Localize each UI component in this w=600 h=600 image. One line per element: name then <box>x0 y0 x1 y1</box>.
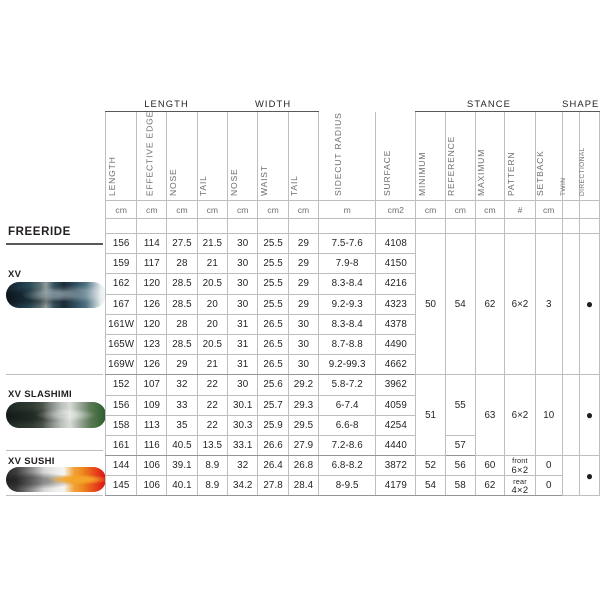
cell-nose-width: 32 <box>228 456 258 476</box>
col-header-nose-length: NOSE <box>167 112 197 201</box>
cell-stance-maximum: 62 <box>475 234 504 375</box>
cell-tail-width: 29 <box>288 254 318 274</box>
cell-shape-directional: ● <box>580 234 600 375</box>
cell-surface: 4378 <box>376 314 416 334</box>
table-row <box>106 476 600 496</box>
cell-shape-directional: ● <box>580 456 600 496</box>
cell-length: 165W <box>106 334 137 354</box>
cell-setback: 3 <box>535 234 562 375</box>
cell-nose-length: 39.1 <box>167 456 197 476</box>
cell-tail-length: 8.9 <box>197 456 227 476</box>
cell-length: 169W <box>106 355 137 375</box>
cell-tail-width: 30 <box>288 334 318 354</box>
cell-effective-edge: 126 <box>137 355 167 375</box>
board-image-xv-slashimi <box>6 402 106 428</box>
cell-effective-edge: 123 <box>137 334 167 354</box>
table-column-header-row <box>106 112 600 201</box>
col-header-directional: DIRECTIONAL <box>580 112 600 201</box>
cell-nose-width: 30 <box>228 234 258 254</box>
cell-sidecut-radius: 7.9-8 <box>319 254 376 274</box>
cell-nose-length: 35 <box>167 415 197 435</box>
cell-surface: 4108 <box>376 234 416 254</box>
cell-stance-pattern <box>505 476 536 496</box>
cell-surface: 4323 <box>376 294 416 314</box>
unit-twin <box>562 201 580 219</box>
cell-nose-width: 31 <box>228 314 258 334</box>
unit-waist-width: cm <box>258 201 288 219</box>
cell-length: 158 <box>106 415 137 435</box>
cell-waist-width: 26.5 <box>258 355 288 375</box>
unit-tail-width: cm <box>288 201 318 219</box>
cell-waist-width: 25.7 <box>258 395 288 415</box>
table-spacer-row <box>106 219 600 234</box>
cell-surface: 3872 <box>376 456 416 476</box>
table-row <box>106 456 600 476</box>
cell-stance-reference: 56 <box>445 456 475 476</box>
cell-sidecut-radius: 8-9.5 <box>319 476 376 496</box>
cell-tail-width: 29 <box>288 294 318 314</box>
group-divider-3 <box>6 495 103 496</box>
unit-sidecut-radius: m <box>319 201 376 219</box>
table-units-row <box>106 201 600 219</box>
cell-nose-width: 30.3 <box>228 415 258 435</box>
cell-tail-width: 29 <box>288 274 318 294</box>
unit-tail-length: cm <box>197 201 227 219</box>
cell-shape-twin <box>562 375 580 456</box>
cell-nose-width: 33.1 <box>228 435 258 455</box>
cell-length: 161W <box>106 314 137 334</box>
cell-tail-width: 29.3 <box>288 395 318 415</box>
cell-effective-edge: 117 <box>137 254 167 274</box>
table-row <box>106 375 600 395</box>
cell-waist-width: 25.6 <box>258 375 288 395</box>
board-image-xv-sushi <box>6 467 106 492</box>
cell-sidecut-radius: 8.3-8.4 <box>319 314 376 334</box>
cell-sidecut-radius: 6-7.4 <box>319 395 376 415</box>
cell-length: 167 <box>106 294 137 314</box>
cell-tail-length: 20 <box>197 294 227 314</box>
cell-surface: 4179 <box>376 476 416 496</box>
cell-nose-length: 27.5 <box>167 234 197 254</box>
cell-stance-pattern: 6×2 <box>505 234 536 375</box>
cell-surface: 4662 <box>376 355 416 375</box>
cell-stance-pattern <box>505 456 536 476</box>
cell-nose-width: 34.2 <box>228 476 258 496</box>
col-header-effective-edge: EFFECTIVE EDGE <box>137 112 167 201</box>
model-name-xv: XV <box>8 269 22 280</box>
col-header-stance-minimum: MINIMUM <box>416 112 445 201</box>
cell-sidecut-radius: 6.6-8 <box>319 415 376 435</box>
cell-nose-width: 31 <box>228 334 258 354</box>
col-header-stance-pattern: PATTERN <box>505 112 536 201</box>
cell-length: 145 <box>106 476 137 496</box>
pattern-value-rear: 4×2 <box>511 483 529 495</box>
cell-stance-pattern: 6×2 <box>505 375 536 456</box>
cell-stance-minimum: 51 <box>416 375 445 456</box>
col-header-stance-maximum: MAXIMUM <box>475 112 504 201</box>
group-header-stance: STANCE <box>416 95 562 112</box>
cell-nose-length: 32 <box>167 375 197 395</box>
col-header-length: LENGTH <box>106 112 137 201</box>
cell-sidecut-radius: 5.8-7.2 <box>319 375 376 395</box>
col-header-waist-width: WAIST <box>258 112 288 201</box>
cell-length: 162 <box>106 274 137 294</box>
cell-waist-width: 26.5 <box>258 314 288 334</box>
board-image-xv <box>6 282 106 308</box>
cell-tail-length: 21 <box>197 254 227 274</box>
cell-tail-length: 13.5 <box>197 435 227 455</box>
cell-length: 161 <box>106 435 137 455</box>
cell-nose-width: 31 <box>228 355 258 375</box>
cell-nose-length: 40.5 <box>167 435 197 455</box>
cell-surface: 4059 <box>376 395 416 415</box>
cell-stance-maximum: 62 <box>475 476 504 496</box>
cell-surface: 4254 <box>376 415 416 435</box>
col-header-nose-width: NOSE <box>228 112 258 201</box>
cell-surface: 4490 <box>376 334 416 354</box>
cell-sidecut-radius: 9.2-99.3 <box>319 355 376 375</box>
cell-length: 156 <box>106 234 137 254</box>
pattern-value-front: 6×2 <box>511 463 529 475</box>
cell-surface: 4216 <box>376 274 416 294</box>
group-header-width: WIDTH <box>228 95 319 112</box>
cell-tail-width: 28.4 <box>288 476 318 496</box>
cell-tail-length: 22 <box>197 395 227 415</box>
col-header-tail-width: TAIL <box>288 112 318 201</box>
unit-directional <box>580 201 600 219</box>
cell-effective-edge: 126 <box>137 294 167 314</box>
col-header-sidecut-radius: SIDECUT RADIUS <box>319 112 376 201</box>
unit-stance-pattern: # <box>505 201 536 219</box>
cell-effective-edge: 107 <box>137 375 167 395</box>
col-header-stance-reference: REFERENCE <box>445 112 475 201</box>
cell-stance-reference-last: 57 <box>445 435 475 455</box>
cell-nose-width: 30 <box>228 274 258 294</box>
category-heading: FREERIDE <box>8 226 71 238</box>
cell-tail-length: 20.5 <box>197 334 227 354</box>
cell-stance-minimum: 50 <box>416 234 445 375</box>
cell-sidecut-radius: 7.5-7.6 <box>319 234 376 254</box>
cell-tail-length: 20 <box>197 314 227 334</box>
cell-waist-width: 25.9 <box>258 415 288 435</box>
cell-tail-width: 27.9 <box>288 435 318 455</box>
group-divider-2 <box>6 450 103 451</box>
specifications-table <box>105 95 600 496</box>
cell-tail-length: 8.9 <box>197 476 227 496</box>
unit-stance-minimum: cm <box>416 201 445 219</box>
cell-waist-width: 26.4 <box>258 456 288 476</box>
cell-sidecut-radius: 7.2-8.6 <box>319 435 376 455</box>
cell-tail-width: 29 <box>288 234 318 254</box>
unit-effective-edge: cm <box>137 201 167 219</box>
cell-stance-maximum: 60 <box>475 456 504 476</box>
cell-effective-edge: 113 <box>137 415 167 435</box>
unit-stance-reference: cm <box>445 201 475 219</box>
cell-nose-length: 28 <box>167 254 197 274</box>
cell-tail-length: 21 <box>197 355 227 375</box>
cell-sidecut-radius: 8.3-8.4 <box>319 274 376 294</box>
unit-stance-maximum: cm <box>475 201 504 219</box>
cell-stance-reference: 55 <box>445 375 475 436</box>
cell-waist-width: 25.5 <box>258 294 288 314</box>
table-row <box>106 234 600 254</box>
cell-stance-minimum: 54 <box>416 476 445 496</box>
cell-length: 144 <box>106 456 137 476</box>
cell-length: 156 <box>106 395 137 415</box>
cell-nose-width: 30 <box>228 254 258 274</box>
cell-effective-edge: 106 <box>137 456 167 476</box>
cell-surface: 4440 <box>376 435 416 455</box>
cell-stance-minimum: 52 <box>416 456 445 476</box>
cell-effective-edge: 114 <box>137 234 167 254</box>
cell-stance-reference: 54 <box>445 234 475 375</box>
cell-stance-reference: 58 <box>445 476 475 496</box>
group-header-blank <box>319 95 416 112</box>
cell-tail-width: 30 <box>288 314 318 334</box>
cell-sidecut-radius: 8.7-8.8 <box>319 334 376 354</box>
spacer-cell <box>106 219 137 234</box>
category-rule <box>6 243 103 245</box>
cell-surface: 4150 <box>376 254 416 274</box>
cell-effective-edge: 120 <box>137 274 167 294</box>
pattern-label-front: front <box>512 456 528 466</box>
cell-nose-length: 28.5 <box>167 334 197 354</box>
cell-tail-width: 26.8 <box>288 456 318 476</box>
cell-effective-edge: 109 <box>137 395 167 415</box>
pattern-label-rear: rear <box>513 476 527 486</box>
model-label-column <box>0 0 105 600</box>
cell-waist-width: 26.5 <box>258 334 288 354</box>
cell-tail-width: 29.2 <box>288 375 318 395</box>
cell-waist-width: 27.8 <box>258 476 288 496</box>
unit-surface: cm2 <box>376 201 416 219</box>
cell-shape-twin <box>562 234 580 375</box>
cell-nose-width: 30 <box>228 375 258 395</box>
model-name-xv-sushi: XV SUSHI <box>8 456 55 467</box>
cell-tail-width: 29.5 <box>288 415 318 435</box>
cell-shape-twin <box>562 456 580 496</box>
col-header-tail-length: TAIL <box>197 112 227 201</box>
cell-sidecut-radius: 9.2-9.3 <box>319 294 376 314</box>
cell-nose-length: 40.1 <box>167 476 197 496</box>
cell-tail-length: 21.5 <box>197 234 227 254</box>
cell-tail-length: 20.5 <box>197 274 227 294</box>
cell-nose-length: 33 <box>167 395 197 415</box>
cell-nose-width: 30.1 <box>228 395 258 415</box>
cell-nose-length: 28 <box>167 314 197 334</box>
cell-tail-width: 30 <box>288 355 318 375</box>
col-header-setback: SETBACK <box>535 112 562 201</box>
cell-length: 159 <box>106 254 137 274</box>
unit-nose-width: cm <box>228 201 258 219</box>
table-group-header-row <box>106 95 600 112</box>
cell-waist-width: 25.5 <box>258 234 288 254</box>
unit-setback: cm <box>535 201 562 219</box>
col-header-twin: TWIN <box>562 112 580 201</box>
unit-length: cm <box>106 201 137 219</box>
cell-surface: 3962 <box>376 375 416 395</box>
cell-sidecut-radius: 6.8-8.2 <box>319 456 376 476</box>
cell-waist-width: 25.5 <box>258 254 288 274</box>
cell-effective-edge: 120 <box>137 314 167 334</box>
group-divider-1 <box>6 374 103 375</box>
cell-nose-length: 28.5 <box>167 294 197 314</box>
cell-nose-width: 30 <box>228 294 258 314</box>
cell-waist-width: 26.6 <box>258 435 288 455</box>
cell-waist-width: 25.5 <box>258 274 288 294</box>
cell-shape-directional: ● <box>580 375 600 456</box>
cell-setback: 10 <box>535 375 562 456</box>
cell-nose-length: 29 <box>167 355 197 375</box>
col-header-surface: SURFACE <box>376 112 416 201</box>
cell-tail-length: 22 <box>197 415 227 435</box>
unit-nose-length: cm <box>167 201 197 219</box>
cell-effective-edge: 116 <box>137 435 167 455</box>
cell-effective-edge: 106 <box>137 476 167 496</box>
model-name-xv-slashimi: XV SLASHIMI <box>8 389 73 400</box>
cell-setback: 0 <box>535 456 562 476</box>
group-header-length: LENGTH <box>106 95 228 112</box>
cell-tail-length: 22 <box>197 375 227 395</box>
cell-nose-length: 28.5 <box>167 274 197 294</box>
cell-setback: 0 <box>535 476 562 496</box>
cell-length: 152 <box>106 375 137 395</box>
cell-stance-maximum: 63 <box>475 375 504 456</box>
group-header-shape: SHAPE <box>562 95 599 112</box>
